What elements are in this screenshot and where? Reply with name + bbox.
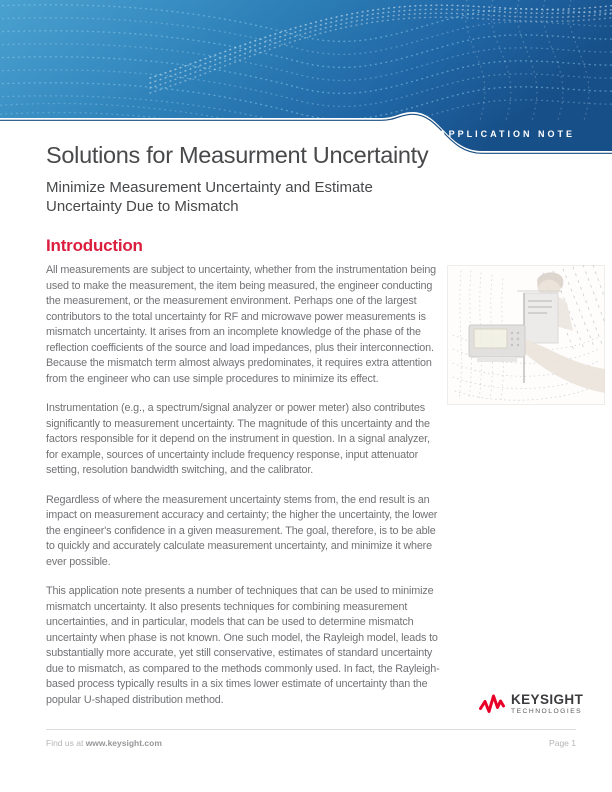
intro-paragraph-2: Instrumentation (e.g., a spectrum/signal analyzer or power meter) also contributes significantly to measurement uncertainty. The magnitude of this uncertainty and the factors responsible for it depend on the instrument in question. In a signal analyzer, for example, sources of uncertainty include frequency response, input attenuator setting, resolution bandwidth switching, and the calibrator. <box>46 402 430 476</box>
engineer-sketch-image <box>447 265 605 405</box>
footer-find-us-text: Find us at <box>46 738 86 748</box>
section-heading-introduction: Introduction <box>46 236 143 255</box>
page-title: Solutions for Measurment Uncertainty <box>46 142 429 168</box>
logo-sub-name: TECHNOLOGIES <box>511 708 583 715</box>
subtitle-line-2: Uncertainty Due to Mismatch <box>46 197 239 215</box>
footer-divider <box>46 729 576 730</box>
intro-paragraph-1: All measurements are subject to uncertainty, whether from the instrumentation being used to make the measurement, the item being measured, the engineer conducting the measurement, or the measurement environment. Perhaps one of the largest contributors to the total uncertainty for RF and microwave power measurements is mismatch uncertainty. It arises from an incomplete knowledge of the phase of the reflection coefficients of the source and load impedances, plus their interconnection. Because the mismatch term almost always predominates, it requires extra attention from the engineer who can use simple procedures to minimize its effect. <box>46 264 437 385</box>
footer-website-link[interactable]: www.keysight.com <box>85 738 162 748</box>
keysight-logo <box>479 693 583 715</box>
footer-page-number: Page 1 <box>549 738 576 748</box>
header-banner <box>0 0 612 158</box>
logo-brand-name: KEYSIGHT <box>511 692 584 707</box>
page-subtitle <box>46 179 373 216</box>
intro-paragraph-4: This application note presents a number of techniques that can be used to minimize mismatch uncertainty. It also presents techniques for combining measurement uncertainties, and in particular, models that can be used to determine mismatch uncertainty when phase is not known. One such model, the Rayleigh model, leads to substantially more accurate, yet still conservative, estimates of standard uncertainty due to mismatch, as compared to the methods commonly used. In fact, the Rayleigh-based process typically results in a six times lower estimate of uncertainty than the popular U-shaped distribution method. <box>46 585 440 706</box>
keysight-spark-icon <box>479 693 506 715</box>
body-text-column <box>46 263 444 722</box>
subtitle-line-1: Minimize Measurement Uncertainty and Estimate <box>46 179 373 196</box>
footer <box>46 738 576 748</box>
figure-engineer-sketch <box>447 265 605 405</box>
footer-find-us <box>46 738 162 748</box>
intro-paragraph-3: Regardless of where the measurement uncertainty stems from, the end result is an impact on measurement accuracy and certainty; the higher the uncertainty, the lower the engineer's confidence in a given measurement. The goal, therefore, is to be able to quickly and accurately calculate measurement uncertainty, and minimize it where ever possible. <box>46 493 438 568</box>
application-note-label: APPLICATION NOTE <box>439 129 575 139</box>
keysight-logo-text <box>511 693 583 715</box>
